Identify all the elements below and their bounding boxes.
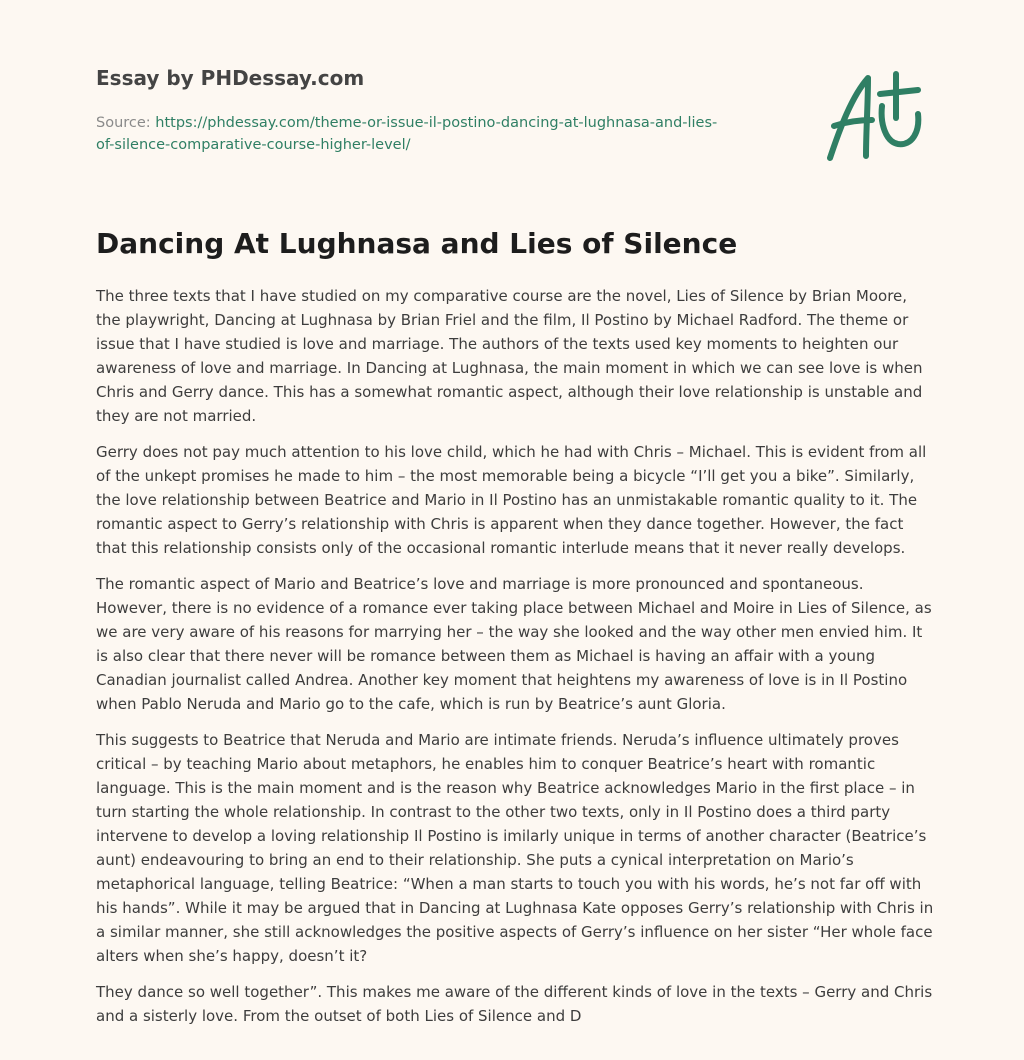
paragraph: This suggests to Beatrice that Neruda and Mario are intimate friends. Neruda’s influence ultimately proves critical – by teaching Mario about metaphors, he enables him to conquer Beatrice’s heart with romantic language. This is the main moment and is the reason why Beatrice acknowledges Mario in the first place – in turn starting the whole relationship. In contrast to the other two texts, only in Il Postino does a third party intervene to develop a loving relationship Il Postino is imilarly unique in terms of another character (Beatrice’s aunt) endeavouring to bring an end to their relationship. She puts a cynical interpretation on Mario’s metaphorical language, telling Beatrice: “When a man starts to touch you with his words, he’s not far off with his hands”. While it may be argued that in Dancing at Lughnasa Kate opposes Gerry’s relationship with Chris in a similar manner, she still acknowledges the positive aspects of Gerry’s influence on her sister “Her whole face alters when she’s happy, doesn’t it? bbox=[96, 731, 934, 965]
paragraph: The romantic aspect of Mario and Beatrice’s love and marriage is more pronounced and spontaneous. However, there is no evidence of a romance ever taking place between Michael and Moire in Lies of Silence, as we are very aware of his reasons for marrying her – the way she looked and the way other men envied him. It is also clear that there never will be romance between them as Michael is having an affair with a young Canadian journalist called Andrea. Another key moment that heightens my awareness of love is in Il Postino when Pablo Neruda and Mario go to the cafe, which is run by Beatrice’s aunt Gloria. bbox=[96, 575, 932, 713]
source-link[interactable] bbox=[96, 115, 717, 153]
page-header bbox=[96, 64, 776, 156]
source-line bbox=[96, 112, 776, 156]
a-plus-grade-logo-icon bbox=[822, 66, 932, 166]
article-body bbox=[96, 284, 936, 1040]
article-title: Dancing At Lughnasa and Lies of Silence bbox=[96, 227, 738, 260]
source-link-line1: https://phdessay.com/theme-or-issue-il-postino-dancing-at-lughnasa-and-lies- bbox=[155, 115, 718, 131]
paragraph: They dance so well together”. This makes me aware of the different kinds of love in the texts – Gerry and Chris and a sisterly love. From the outset of both Lies of Silence and D bbox=[96, 983, 933, 1025]
paragraph: The three texts that I have studied on my comparative course are the novel, Lies of Silence by Brian Moore, the playwright, Dancing at Lughnasa by Brian Friel and the film, Il Postino by Michael Radford. The theme or issue that I have studied is love and marriage. The authors of the texts used key moments to heighten our awareness of love and marriage. In Dancing at Lughnasa, the main moment in which we can see love is when Chris and Gerry dance. This has a somewhat romantic aspect, although their love relationship is unstable and they are not married. bbox=[96, 287, 923, 425]
paragraph: Gerry does not pay much attention to his love child, which he had with Chris – Michael. This is evident from all of the unkept promises he made to him – the most memorable being a bicycle “I’ll get you a bike”. Similarly, the love relationship between Beatrice and Mario in Il Postino has an unmistakable romantic quality to it. The romantic aspect to Gerry’s relationship with Chris is apparent when they dance together. However, the fact that this relationship consists only of the occasional romantic interlude means that it never really develops. bbox=[96, 443, 927, 557]
source-link-line2: of-silence-comparative-course-higher-level/ bbox=[96, 137, 411, 153]
site-title: Essay by PHDessay.com bbox=[96, 66, 365, 90]
source-label: Source: bbox=[96, 115, 156, 131]
